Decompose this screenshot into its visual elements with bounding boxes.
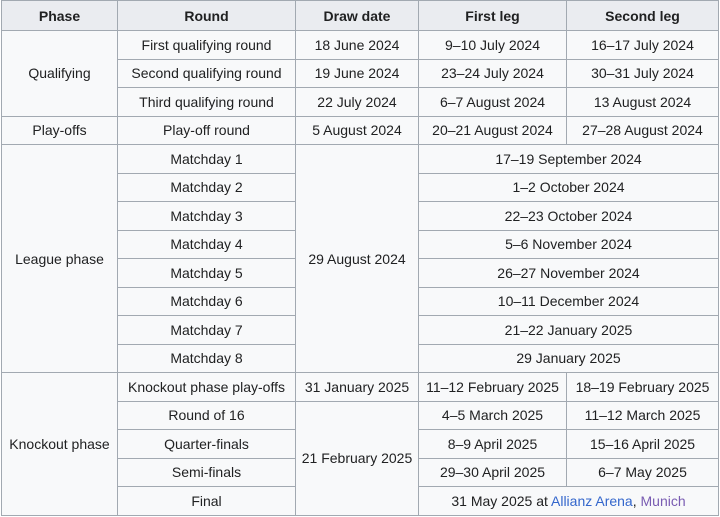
draw-date-cell: 18 June 2024: [296, 31, 419, 60]
matchday-date-cell: 10–11 December 2024: [419, 287, 719, 316]
table-row: [2, 373, 719, 402]
city-link[interactable]: Munich: [640, 492, 686, 509]
first-leg-cell: 9–10 July 2024: [419, 31, 567, 60]
matchday-date-cell: 22–23 October 2024: [419, 202, 719, 231]
draw-date-cell: 22 July 2024: [296, 88, 419, 117]
second-leg-cell: 13 August 2024: [567, 88, 719, 117]
second-leg-cell: 6–7 May 2025: [567, 458, 719, 487]
table-row: [2, 116, 719, 145]
header-second-leg: Second leg: [567, 1, 719, 31]
round-cell: Matchday 4: [118, 230, 296, 259]
draw-date-cell: 21 February 2025: [296, 401, 419, 515]
table-row: [2, 31, 719, 60]
header-phase: Phase: [2, 1, 118, 31]
header-round: Round: [118, 1, 296, 31]
draw-date-cell: 5 August 2024: [296, 116, 419, 145]
matchday-date-cell: 21–22 January 2025: [419, 316, 719, 345]
header-row: [2, 1, 719, 31]
draw-date-cell: 31 January 2025: [296, 373, 419, 402]
round-cell: Matchday 7: [118, 316, 296, 345]
second-leg-cell: 18–19 February 2025: [567, 373, 719, 402]
first-leg-cell: 23–24 July 2024: [419, 59, 567, 88]
final-separator: ,: [632, 492, 641, 509]
first-leg-cell: 29–30 April 2025: [419, 458, 567, 487]
round-cell: Knockout phase play-offs: [118, 373, 296, 402]
phase-knockout: Knockout phase: [2, 373, 118, 516]
round-cell: Round of 16: [118, 401, 296, 430]
header-draw-date: Draw date: [296, 1, 419, 31]
draw-date-cell: 29 August 2024: [296, 145, 419, 373]
second-leg-cell: 16–17 July 2024: [567, 31, 719, 60]
round-cell: First qualifying round: [118, 31, 296, 60]
phase-league: League phase: [2, 145, 118, 373]
round-cell: Matchday 3: [118, 202, 296, 231]
first-leg-cell: 8–9 April 2025: [419, 430, 567, 459]
phase-playoffs: Play-offs: [2, 116, 118, 145]
round-cell: Third qualifying round: [118, 88, 296, 117]
round-cell: Matchday 1: [118, 145, 296, 174]
header-first-leg: First leg: [419, 1, 567, 31]
round-cell: Matchday 8: [118, 344, 296, 373]
table-row: [2, 145, 719, 174]
round-cell: Play-off round: [118, 116, 296, 145]
matchday-date-cell: 17–19 September 2024: [419, 145, 719, 174]
draw-date-cell: 19 June 2024: [296, 59, 419, 88]
first-leg-cell: 6–7 August 2024: [419, 88, 567, 117]
second-leg-cell: 15–16 April 2025: [567, 430, 719, 459]
round-cell: Matchday 6: [118, 287, 296, 316]
venue-link[interactable]: Allianz Arena: [551, 492, 633, 509]
matchday-date-cell: 5–6 November 2024: [419, 230, 719, 259]
matchday-date-cell: 1–2 October 2024: [419, 173, 719, 202]
round-cell: Matchday 5: [118, 259, 296, 288]
first-leg-cell: 11–12 February 2025: [419, 373, 567, 402]
second-leg-cell: 11–12 March 2025: [567, 401, 719, 430]
matchday-date-cell: 26–27 November 2024: [419, 259, 719, 288]
first-leg-cell: 20–21 August 2024: [419, 116, 567, 145]
round-cell: Matchday 2: [118, 173, 296, 202]
round-cell: Final: [118, 487, 296, 516]
schedule-table: [1, 0, 719, 516]
second-leg-cell: 30–31 July 2024: [567, 59, 719, 88]
phase-qualifying: Qualifying: [2, 31, 118, 117]
round-cell: Semi-finals: [118, 458, 296, 487]
second-leg-cell: 27–28 August 2024: [567, 116, 719, 145]
matchday-date-cell: 29 January 2025: [419, 344, 719, 373]
first-leg-cell: 4–5 March 2025: [419, 401, 567, 430]
round-cell: Quarter-finals: [118, 430, 296, 459]
round-cell: Second qualifying round: [118, 59, 296, 88]
final-date-cell: [419, 487, 719, 516]
final-date-text: 31 May 2025 at: [451, 492, 551, 509]
